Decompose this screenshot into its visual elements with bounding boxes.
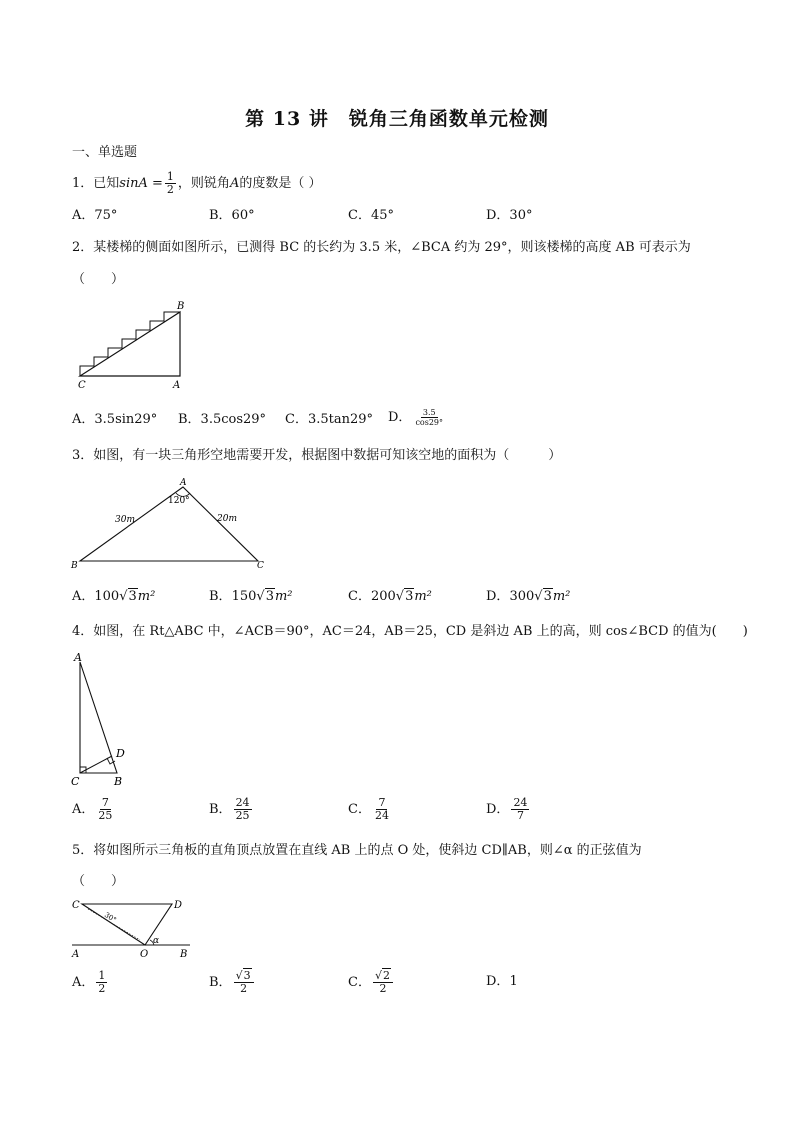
q2-label-b: B <box>177 301 185 312</box>
q4-label-b: B <box>114 775 123 788</box>
q3-opt-c-coef: 200 <box>370 589 396 604</box>
q1-func: sinA = <box>119 176 163 191</box>
q5-opt-c-fraction: $\frac{√2}{2}$ <box>373 970 393 995</box>
section-heading: 一、单选题 <box>72 145 138 160</box>
q5-option-b[interactable] <box>209 970 256 995</box>
q1-frac-num: 1 <box>166 170 174 183</box>
q3-opt-a-sqrt: √3 <box>119 589 137 604</box>
q5-opt-a-fraction: $\frac{1}{2}$ <box>98 969 106 995</box>
q4-opt-b-label: B． <box>209 802 232 817</box>
q3-opt-a-coef: 100 <box>94 589 120 604</box>
q4-label-c: C <box>71 775 80 788</box>
q5-line1: 5．将如图所示三角板的直角顶点放置在直线 AB 上的点 O 处，使斜边 CD∥AB，则∠α 的正弦值为 <box>72 843 642 858</box>
q2-opt-d-num: 3.5 <box>422 408 436 417</box>
q4-label-d: D <box>116 747 125 760</box>
q3-opt-c-label: C． <box>348 589 371 604</box>
q4-opt-d-label: D． <box>486 802 510 817</box>
q2-label-c: C <box>78 380 86 391</box>
q1-end: 的度数是（ ） <box>239 176 322 191</box>
q4-opt-d-fraction: $\frac{24}{7}$ <box>513 796 528 822</box>
q2-opt-d-den: cos29° <box>415 418 444 427</box>
q2-option-c[interactable]: C．3.5tan29° <box>285 412 374 427</box>
q5-option-c[interactable] <box>348 970 395 995</box>
q3-opt-c-sqrt: √3 <box>395 589 414 604</box>
q1-frac-den: 2 <box>166 183 174 196</box>
q5-opt-d-value: 1 <box>509 974 518 989</box>
q5-option-d[interactable] <box>486 972 518 992</box>
q3-opt-b-label: B． <box>209 589 232 604</box>
q4-opt-a-fraction: $\frac{7}{25}$ <box>98 796 113 822</box>
q5-label-d: D <box>174 900 183 911</box>
q4-text: 4．如图，在 Rt△ABC 中，∠ACB＝90°，AC＝24，AB＝25，CD 是斜边 AB 上的高，则 cos∠BCD 的值为( ) <box>72 624 748 639</box>
q2-option-a[interactable]: A．3.5sin29° <box>72 412 158 427</box>
q3-opt-b-unit: m² <box>274 589 293 604</box>
q4-opt-b-fraction: $\frac{24}{25}$ <box>235 796 250 822</box>
q2-line2: （ ） <box>72 272 125 287</box>
q3-opt-d-unit: m² <box>552 589 571 604</box>
q1-option-d[interactable]: D．30° <box>486 208 533 223</box>
q3-opt-c-unit: m² <box>414 589 432 604</box>
q1-option-b[interactable]: B．60° <box>209 208 255 223</box>
q3-opt-d-sqrt: √3 <box>534 589 552 604</box>
q1-pre: 已知 <box>93 176 120 191</box>
q1-number: 1． <box>72 176 94 191</box>
q3-opt-d-coef: 300 <box>509 589 535 604</box>
q2-option-d-label: D． <box>388 410 412 425</box>
q5-opt-b-fraction: $\frac{√3}{2}$ <box>234 970 254 995</box>
q5-opt-d-label: D． <box>486 974 510 989</box>
q1-var: A <box>229 176 240 191</box>
q2-option-b[interactable]: B．3.5cos29° <box>178 412 267 427</box>
page-title: 第 13 讲 锐角三角函数单元检测 <box>245 108 549 130</box>
q1-option-c[interactable]: C．45° <box>348 208 394 223</box>
q5-label-alpha: α <box>153 936 160 946</box>
q3-opt-a-label: A． <box>72 589 95 604</box>
q5-label-a: A <box>72 949 80 960</box>
q3-opt-b-coef: 150 <box>231 589 257 604</box>
q3-side-ab: 30m <box>115 515 135 525</box>
q2-label-a: A <box>173 380 181 391</box>
q3-opt-b-sqrt: √3 <box>256 589 274 604</box>
q3-label-c: C <box>257 561 264 571</box>
q4-opt-c-fraction: $\frac{7}{24}$ <box>374 796 389 822</box>
q5-line2: （ ） <box>72 874 125 889</box>
q4-opt-a-label: A． <box>72 802 95 817</box>
q5-label-o: O <box>140 949 149 960</box>
q3-angle-label: 120° <box>168 496 190 506</box>
q3-label-b: B <box>71 561 78 571</box>
q5-label-b: B <box>180 949 188 960</box>
q3-opt-a-unit: m² <box>137 589 156 604</box>
q3-side-ac: 20m <box>217 514 237 524</box>
q5-angle-label: 30° <box>102 910 118 925</box>
q4-label-a: A <box>74 651 82 664</box>
q5-opt-a-label: A． <box>72 975 95 990</box>
q3-opt-d-label: D． <box>486 589 510 604</box>
q4-opt-c-label: C． <box>348 802 371 817</box>
q3-label-a: A <box>180 478 187 488</box>
q1-option-a[interactable]: A．75° <box>72 208 118 223</box>
q3-text: 3．如图，有一块三角形空地需要开发，根据图中数据可知该空地的面积为（ ） <box>72 448 562 463</box>
q1-post: ，则锐角 <box>177 176 230 191</box>
q5-opt-b-label: B． <box>209 975 232 990</box>
q2-line1: 2．某楼梯的侧面如图所示，已测得 BC 的长约为 3.5 米，∠BCA 约为 29°，则该楼梯的高度 AB 可表示为 <box>72 240 691 255</box>
q5-opt-c-label: C． <box>348 975 371 990</box>
q5-label-c: C <box>72 900 80 911</box>
q5-option-a[interactable] <box>72 970 109 995</box>
